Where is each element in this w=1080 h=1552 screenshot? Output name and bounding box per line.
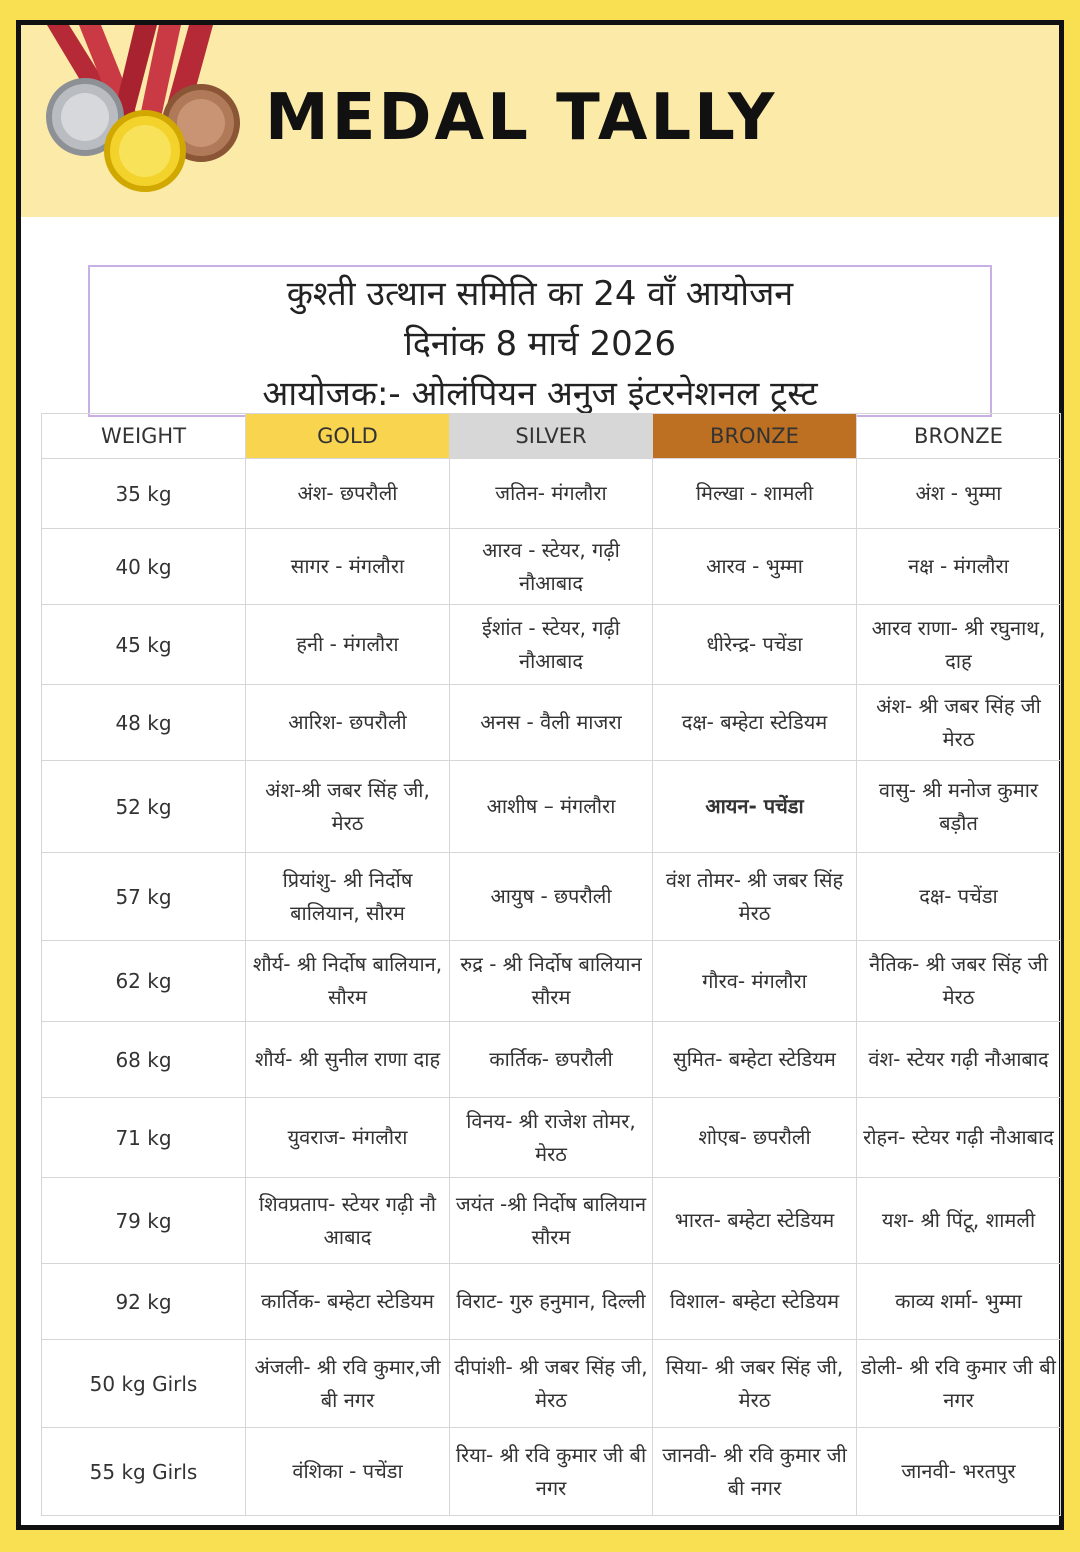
table-row — [42, 1178, 1061, 1264]
bronze-cell: धीरेन्द्र- पचेंडा — [653, 605, 857, 685]
silver-cell: ईशांत - स्टेयर, गढ़ी नौआबाद — [450, 605, 653, 685]
bronze-cell: वंश तोमर- श्री जबर सिंह मेरठ — [653, 853, 857, 941]
bronze-cell: जानवी- श्री रवि कुमार जी बी नगर — [653, 1428, 857, 1516]
bronze-cell-2: आरव राणा- श्री रघुनाथ, दाह — [857, 605, 1061, 685]
table-row — [42, 1022, 1061, 1098]
bronze-cell-2: डोली- श्री रवि कुमार जी बी नगर — [857, 1340, 1061, 1428]
weight-cell: 57 kg — [42, 853, 246, 941]
bronze-cell-2: नैतिक- श्री जबर सिंह जी मेरठ — [857, 941, 1061, 1022]
silver-cell: रिया- श्री रवि कुमार जी बी नगर — [450, 1428, 653, 1516]
bronze-cell-2: नक्ष - मंगलौरा — [857, 529, 1061, 605]
silver-cell: आयुष - छपरौली — [450, 853, 653, 941]
bronze-cell: शोएब- छपरौली — [653, 1098, 857, 1178]
gold-cell: हनी - मंगलौरा — [246, 605, 450, 685]
silver-cell: दीपांशी- श्री जबर सिंह जी, मेरठ — [450, 1340, 653, 1428]
silver-cell: जतिन- मंगलौरा — [450, 459, 653, 529]
event-name: कुश्ती उत्थान समिति का 24 वाँ आयोजन — [286, 274, 794, 314]
silver-cell: जयंत -श्री निर्दोष बालियान सौरम — [450, 1178, 653, 1264]
bronze-cell-2: काव्य शर्मा- भुम्मा — [857, 1264, 1061, 1340]
silver-cell: रुद्र - श्री निर्दोष बालियान सौरम — [450, 941, 653, 1022]
table-row — [42, 529, 1061, 605]
weight-cell: 45 kg — [42, 605, 246, 685]
gold-cell: शौर्य- श्री सुनील राणा दाह — [246, 1022, 450, 1098]
bronze-cell-2: वंश- स्टेयर गढ़ी नौआबाद — [857, 1022, 1061, 1098]
weight-cell: 79 kg — [42, 1178, 246, 1264]
bronze-cell-2: वासु- श्री मनोज कुमार बड़ौत — [857, 761, 1061, 853]
bronze-cell-2: यश- श्री पिंटू, शामली — [857, 1178, 1061, 1264]
silver-cell: विराट- गुरु हनुमान, दिल्ली — [450, 1264, 653, 1340]
weight-cell: 68 kg — [42, 1022, 246, 1098]
medal-table — [41, 413, 1061, 1516]
table-row — [42, 685, 1061, 761]
weight-cell: 52 kg — [42, 761, 246, 853]
bronze-cell-2: अंश - भुम्मा — [857, 459, 1061, 529]
weight-cell: 55 kg Girls — [42, 1428, 246, 1516]
weight-cell: 92 kg — [42, 1264, 246, 1340]
event-info-box — [88, 265, 992, 417]
silver-cell: विनय- श्री राजेश तोमर, मेरठ — [450, 1098, 653, 1178]
bronze-cell: सिया- श्री जबर सिंह जी, मेरठ — [653, 1340, 857, 1428]
bronze-cell: आयन- पचेंडा — [653, 761, 857, 853]
table-row — [42, 853, 1061, 941]
table-row — [42, 459, 1061, 529]
weight-cell: 50 kg Girls — [42, 1340, 246, 1428]
gold-cell: शौर्य- श्री निर्दोष बालियान, सौरम — [246, 941, 450, 1022]
silver-cell: आरव - स्टेयर, गढ़ी नौआबाद — [450, 529, 653, 605]
header-banner — [21, 25, 1059, 217]
table-header-row — [42, 414, 1061, 459]
poster-frame — [16, 20, 1064, 1530]
table-row — [42, 1264, 1061, 1340]
silver-cell: आशीष – मंगलौरा — [450, 761, 653, 853]
bronze-cell: मिल्खा - शामली — [653, 459, 857, 529]
gold-cell: सागर - मंगलौरा — [246, 529, 450, 605]
table-row — [42, 941, 1061, 1022]
gold-cell: युवराज- मंगलौरा — [246, 1098, 450, 1178]
bronze-cell: दक्ष- बम्हेटा स्टेडियम — [653, 685, 857, 761]
bronze-cell: आरव - भुम्मा — [653, 529, 857, 605]
gold-cell: अंश-श्री जबर सिंह जी, मेरठ — [246, 761, 450, 853]
column-header-silver: SILVER — [450, 414, 653, 459]
column-header-weight: WEIGHT — [42, 414, 246, 459]
bronze-cell-2: रोहन- स्टेयर गढ़ी नौआबाद — [857, 1098, 1061, 1178]
bronze-cell: सुमित- बम्हेटा स्टेडियम — [653, 1022, 857, 1098]
gold-cell: प्रियांशु- श्री निर्दोष बालियान, सौरम — [246, 853, 450, 941]
bronze-cell: गौरव- मंगलौरा — [653, 941, 857, 1022]
silver-cell: कार्तिक- छपरौली — [450, 1022, 653, 1098]
table-row — [42, 1428, 1061, 1516]
bronze-cell-2: जानवी- भरतपुर — [857, 1428, 1061, 1516]
table-row — [42, 1098, 1061, 1178]
bronze-cell: विशाल- बम्हेटा स्टेडियम — [653, 1264, 857, 1340]
column-header-gold: GOLD — [246, 414, 450, 459]
bronze-cell-2: दक्ष- पचेंडा — [857, 853, 1061, 941]
column-header-bronze: BRONZE — [653, 414, 857, 459]
table-row — [42, 761, 1061, 853]
gold-cell: शिवप्रताप- स्टेयर गढ़ी नौ आबाद — [246, 1178, 450, 1264]
gold-cell: आरिश- छपरौली — [246, 685, 450, 761]
gold-cell: अंजली- श्री रवि कुमार,जी बी नगर — [246, 1340, 450, 1428]
weight-cell: 48 kg — [42, 685, 246, 761]
event-date: दिनांक 8 मार्च 2026 — [404, 324, 676, 364]
weight-cell: 35 kg — [42, 459, 246, 529]
weight-cell: 40 kg — [42, 529, 246, 605]
bronze-cell-2: अंश- श्री जबर सिंह जी मेरठ — [857, 685, 1061, 761]
medals-icon — [39, 25, 249, 200]
silver-cell: अनस - वैली माजरा — [450, 685, 653, 761]
weight-cell: 71 kg — [42, 1098, 246, 1178]
page-title: MEDAL TALLY — [265, 81, 778, 155]
table-row — [42, 1340, 1061, 1428]
bronze-cell: भारत- बम्हेटा स्टेडियम — [653, 1178, 857, 1264]
column-header-bronze-2: BRONZE — [857, 414, 1061, 459]
event-organizer: आयोजक:- ओलंपियन अनुज इंटरनेशनल ट्रस्ट — [262, 374, 818, 414]
table-row — [42, 605, 1061, 685]
gold-cell: वंशिका - पचेंडा — [246, 1428, 450, 1516]
gold-cell: अंश- छपरौली — [246, 459, 450, 529]
gold-cell: कार्तिक- बम्हेटा स्टेडियम — [246, 1264, 450, 1340]
weight-cell: 62 kg — [42, 941, 246, 1022]
